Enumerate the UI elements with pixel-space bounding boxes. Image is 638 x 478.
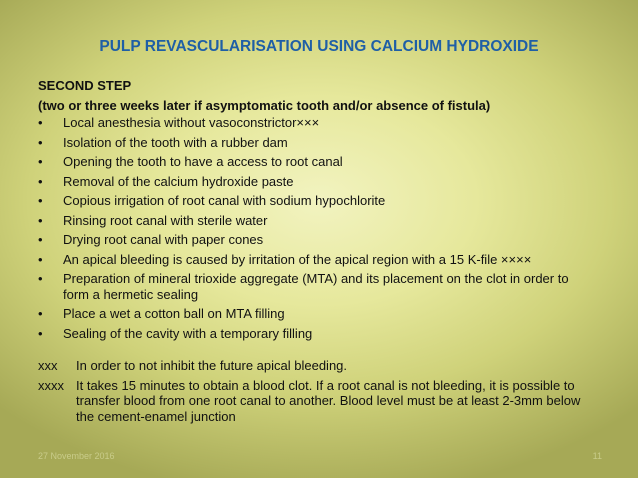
footnote <box>38 378 598 425</box>
list-item-text: Preparation of mineral trioxide aggregate (MTA) and its placement on the clot in order to form a hermetic sealing <box>63 271 569 302</box>
list-item-text: Drying root canal with paper cones <box>63 232 264 248</box>
list-item <box>38 115 598 131</box>
step-heading: SECOND STEP <box>38 78 132 93</box>
list-item <box>38 252 598 268</box>
footer-date: 27 November 2016 <box>38 451 115 461</box>
list-item <box>38 213 598 229</box>
list-item <box>38 154 598 170</box>
list-item <box>38 174 598 190</box>
bullet-icon: • <box>38 232 43 248</box>
bullet-icon: • <box>38 134 43 150</box>
footnote-mark: xxx <box>38 358 58 374</box>
list-item <box>38 135 598 151</box>
list-item-text: Opening the tooth to have a access to root canal <box>63 154 343 170</box>
bullet-icon: • <box>38 306 43 322</box>
list-item <box>38 271 598 302</box>
list-item-text: Local anesthesia without vasoconstrictor××× <box>63 115 320 131</box>
footnote <box>38 358 598 374</box>
list-item <box>38 306 598 322</box>
bullet-icon: • <box>38 212 43 228</box>
bullet-icon: • <box>38 325 43 341</box>
list-item-text: Rinsing root canal with sterile water <box>63 212 268 228</box>
step-subheading: (two or three weeks later if asymptomatic tooth and/or absence of fistula) <box>38 97 491 113</box>
footnote-mark: xxxx <box>38 377 64 393</box>
list-item-text: Removal of the calcium hydroxide paste <box>63 173 294 189</box>
list-item <box>38 232 598 248</box>
list-item-text: Place a wet a cotton ball on MTA filling <box>63 306 285 322</box>
bullet-icon: • <box>38 271 43 287</box>
slide-body <box>38 76 598 428</box>
bullet-icon: • <box>38 154 43 170</box>
slide-title: PULP REVASCULARISATION USING CALCIUM HYDROXIDE <box>99 38 539 55</box>
footnote-text: In order to not inhibit the future apical bleeding. <box>76 358 348 374</box>
list-item <box>38 193 598 209</box>
list-item <box>38 326 598 342</box>
bullet-icon: • <box>38 251 43 267</box>
procedure-list <box>38 115 598 341</box>
list-item-text: Isolation of the tooth with a rubber dam <box>63 134 288 150</box>
bullet-icon: • <box>38 115 43 131</box>
slide-number: 11 <box>592 451 602 461</box>
list-item-text: Copious irrigation of root canal with sodium hypochlorite <box>63 193 386 209</box>
bullet-icon: • <box>38 173 43 189</box>
footnote-text: It takes 15 minutes to obtain a blood clot. If a root canal is not bleeding, it is possible to transfer blood from one root canal to another. Blood level must be at least 2-3mm below the cement-enamel junction <box>76 377 581 424</box>
bullet-icon: • <box>38 193 43 209</box>
spacer <box>38 345 598 358</box>
list-item-text: An apical bleeding is caused by irritation of the apical region with a 15 K-file ×××× <box>63 251 532 267</box>
list-item-text: Sealing of the cavity with a temporary filling <box>63 325 313 341</box>
